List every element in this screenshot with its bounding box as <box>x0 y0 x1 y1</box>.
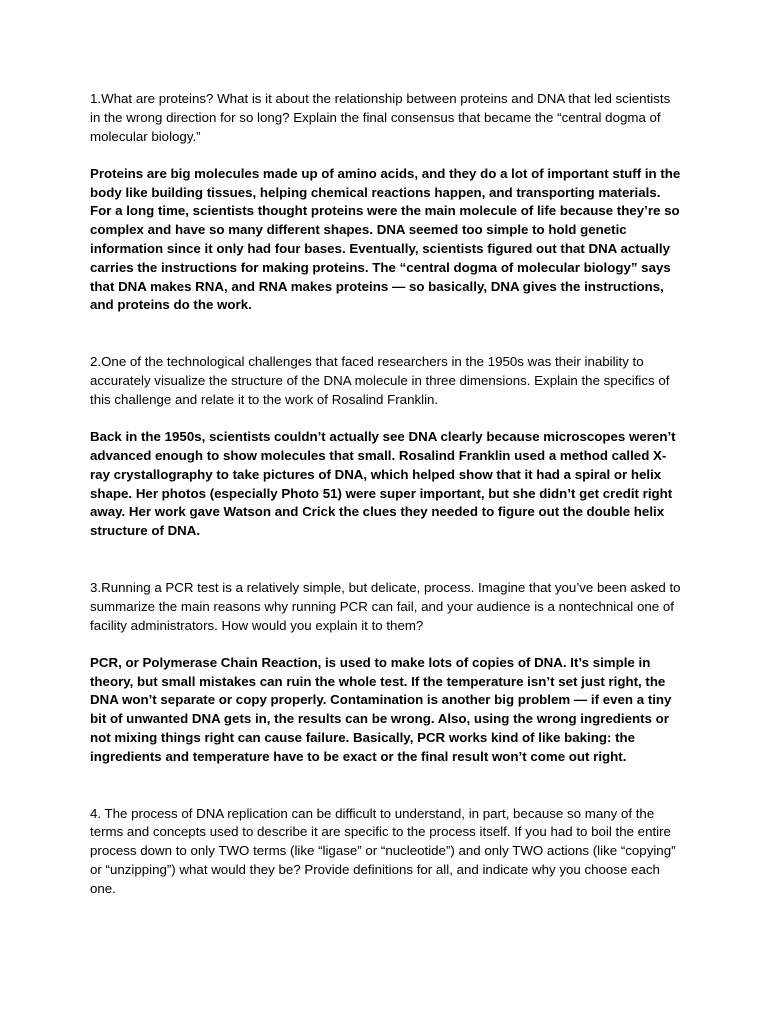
spacer <box>90 767 682 805</box>
answer-1: Proteins are big molecules made up of amino acids, and they do a lot of important stuff in the body like building tissues, helping chemical reactions happen, and transporting materials. For a long time, scientists thought proteins were the main molecule of life because they’re so complex and have so many different shapes. DNA seemed too simple to hold genetic information since it only had four bases. Eventually, scientists figured out that DNA actually carries the instructions for making proteins. The “central dogma of molecular biology” says that DNA makes RNA, and RNA makes proteins — so basically, DNA gives the instructions, and proteins do the work. <box>90 165 681 313</box>
answer-3: PCR, or Polymerase Chain Reaction, is used to make lots of copies of DNA. It’s simple in theory, but small mistakes can ruin the whole test. If the temperature isn’t set just right, the DNA won’t separate or copy properly. Contamination is another big problem — if even a tiny bit of unwanted DNA gets in, the results can be wrong. Also, using the wrong ingredients or not mixing things right can cause failure. Basically, PCR works kind of like baking: the ingredients and temperature have to be exact or the final result won’t come out right. <box>90 654 672 764</box>
spacer <box>90 315 682 353</box>
document-page <box>90 90 682 899</box>
question-3: 3.Running a PCR test is a relatively simple, but delicate, process. Imagine that you’ve been asked to summarize the main reasons why running PCR can fail, and your audience is a nontechnical one of facility administrators. How would you explain it to them? <box>90 579 681 633</box>
question-1: 1.What are proteins? What is it about the relationship between proteins and DNA that led scientists in the wrong direction for so long? Explain the final consensus that became the “central dogma of molecular biology.” <box>90 91 671 144</box>
question-4: 4. The process of DNA replication can be difficult to understand, in part, because so many of the terms and concepts used to describe it are specific to the process itself. If you had to boil the entire process down to only TWO terms (like “ligase” or “nucleotide”) and only TWO actions (like “copying” or “unzipping”) what would they be? Provide definitions for all, and indicate why you choose each one. <box>90 805 676 896</box>
question-2: 2.One of the technological challenges that faced researchers in the 1950s was their inability to accurately visualize the structure of the DNA molecule in three dimensions. Explain the specifics of this challenge and relate it to the work of Rosalind Franklin. <box>90 354 670 407</box>
spacer <box>90 146 682 165</box>
spacer <box>90 541 682 579</box>
answer-2: Back in the 1950s, scientists couldn’t actually see DNA clearly because microscopes weren’t advanced enough to show molecules that small. Rosalind Franklin used a method called X-ray crystallography to take pictures of DNA, which helped show that it had a spiral or helix shape. Her photos (especially Photo 51) were super important, but she didn’t get credit right away. Her work gave Watson and Crick the clues they needed to figure out the double helix structure of DNA. <box>90 429 676 539</box>
spacer <box>90 410 682 429</box>
spacer <box>90 635 682 654</box>
